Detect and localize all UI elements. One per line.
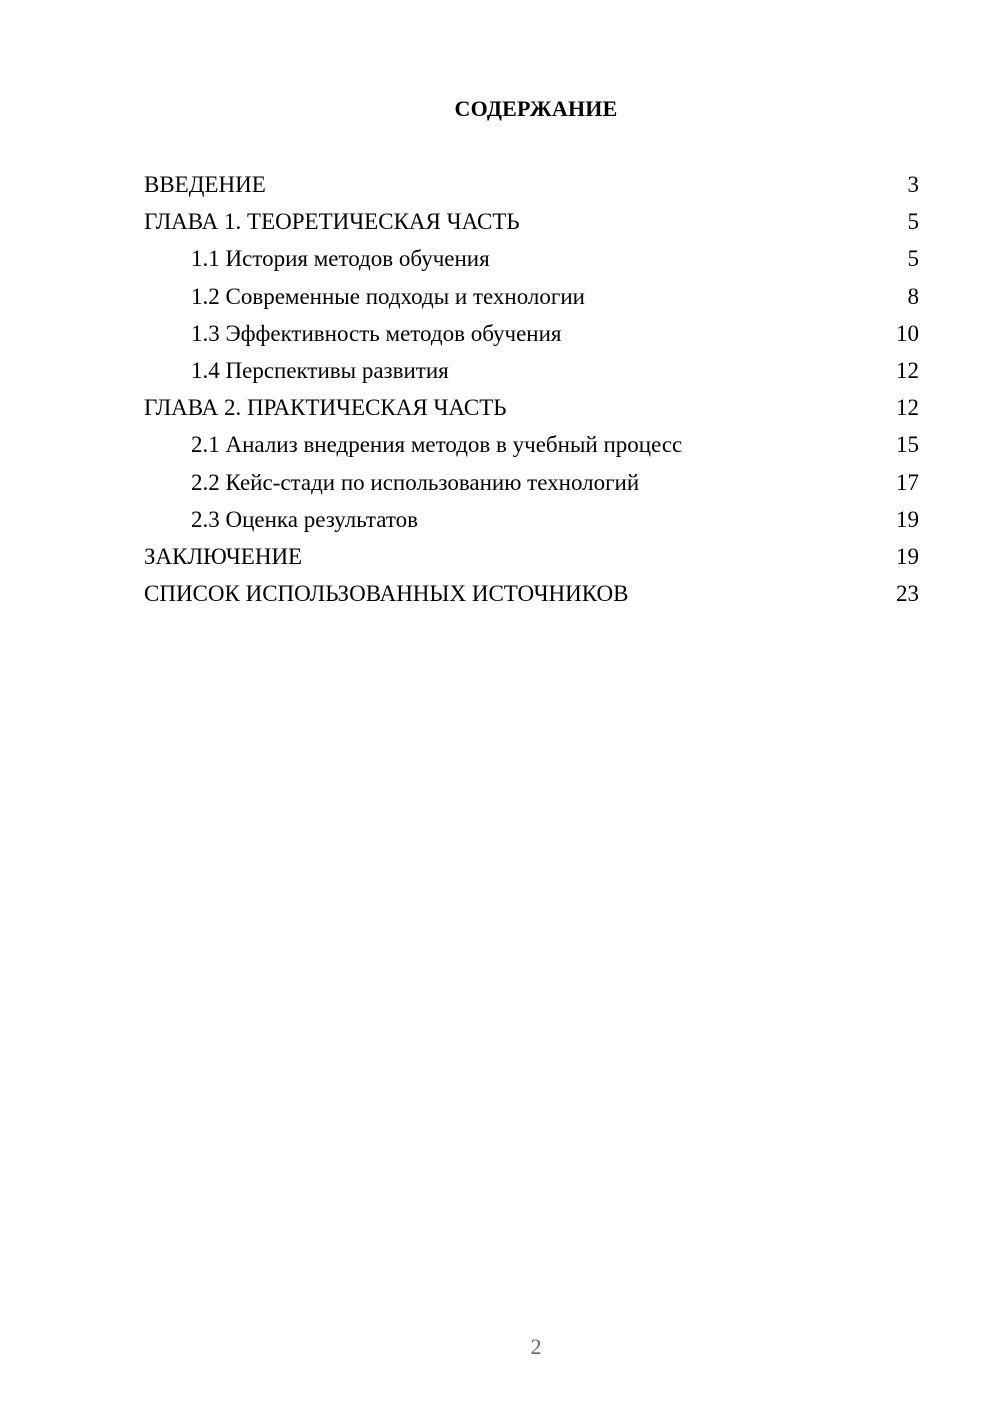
toc-entry-section-1-2: [144, 281, 919, 318]
toc-entry-section-2-1: [144, 429, 919, 466]
toc-entry-chapter-2: [144, 392, 919, 429]
toc-entry-title: 2.1 Анализ внедрения методов в учебный процесс: [191, 432, 683, 458]
toc-entry-title: СПИСОК ИСПОЛЬЗОВАННЫХ ИСТОЧНИКОВ: [144, 581, 629, 607]
toc-entry-title: ГЛАВА 2. ПРАКТИЧЕСКАЯ ЧАСТЬ: [144, 395, 507, 421]
toc-entry-section-2-2: [144, 467, 919, 504]
toc-entry-page: 23: [896, 581, 919, 607]
toc-entry-title: ВВЕДЕНИЕ: [144, 172, 266, 197]
toc-entry-page: 17: [896, 469, 919, 495]
toc-entry-introduction: [144, 169, 919, 206]
toc-entry-section-1-3: [144, 318, 919, 355]
toc-entry-page: 12: [896, 395, 919, 421]
toc-entry-section-2-3: [144, 504, 919, 541]
table-of-contents: [144, 169, 919, 615]
toc-entry-title: ГЛАВА 1. ТЕОРЕТИЧЕСКАЯ ЧАСТЬ: [144, 209, 520, 235]
toc-entry-page: 10: [896, 320, 919, 346]
toc-entry-section-1-4: [144, 355, 919, 392]
toc-entry-title: 1.4 Перспективы развития: [191, 357, 449, 383]
toc-entry-title: ЗАКЛЮЧЕНИЕ: [144, 543, 303, 569]
toc-entry-conclusion: [144, 541, 919, 578]
toc-entry-title: 1.2 Современные подходы и технологии: [191, 283, 585, 309]
toc-entry-page: 5: [907, 246, 919, 272]
toc-entry-page: 12: [896, 357, 919, 383]
toc-entry-page: 8: [907, 283, 919, 309]
toc-entry-title: 2.2 Кейс-стади по использованию технологий: [191, 469, 640, 495]
toc-entry-page: 3: [907, 172, 919, 197]
toc-entry-page: 15: [896, 432, 919, 458]
toc-entry-section-1-1: [144, 243, 919, 280]
toc-entry-title: 2.3 Оценка результатов: [191, 506, 418, 532]
page-title: СОДЕРЖАНИЕ: [454, 96, 618, 121]
toc-entry-references: [144, 578, 919, 615]
toc-entry-page: 19: [896, 506, 919, 532]
toc-entry-chapter-1: [144, 206, 919, 243]
toc-entry-page: 19: [896, 543, 919, 569]
toc-entry-title: 1.1 История методов обучения: [191, 246, 490, 272]
toc-entry-title: 1.3 Эффективность методов обучения: [191, 320, 562, 346]
toc-entry-page: 5: [907, 209, 919, 235]
page-number: 2: [530, 1334, 542, 1359]
